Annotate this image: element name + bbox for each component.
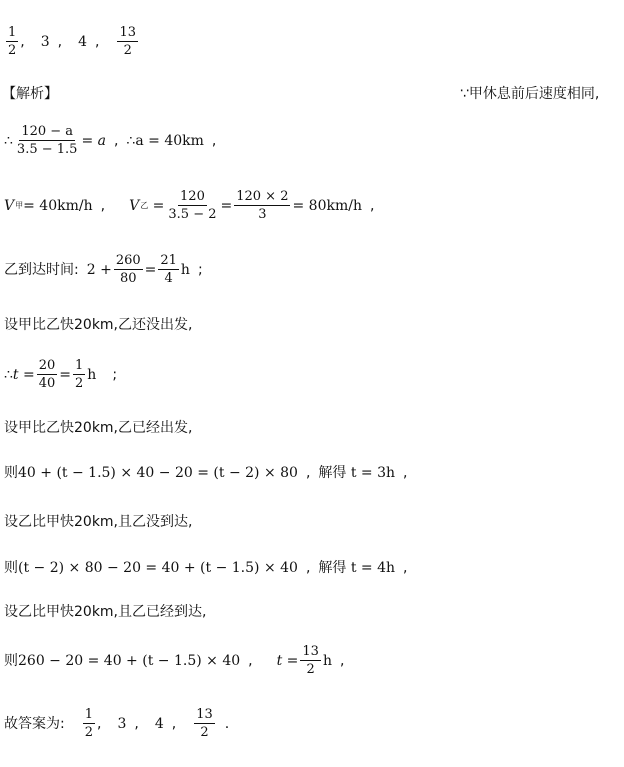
final-answer-3: 4 <box>154 715 164 732</box>
step2-fraction-1: $\frac{120}{3.5 - 2}$ <box>168 189 217 222</box>
analysis-right-note: ∵甲休息前后速度相同, <box>460 86 600 102</box>
step3-line: 乙到达时间: 2 + $\frac{260}{80}$ = $\frac{21}{4}$ h ; <box>4 253 203 286</box>
step3-fraction-2: $\frac{21}{4}$ <box>160 253 177 286</box>
analysis-heading <box>2 87 58 101</box>
case1-fraction-2: $\frac{1}{2}$ <box>75 358 84 391</box>
case1-line: ∴ t = $\frac{20}{40}$ = $\frac{1}{2}$ h ; <box>4 358 118 391</box>
top-answer-line: $\frac{1}{2}$ , 3 , 4 , $\frac{13}{2}$ <box>8 25 137 58</box>
top-answer-2: 3 <box>40 33 50 50</box>
final-answer-frac-1: $\frac{1}{2}$ <box>84 707 93 740</box>
step3-fraction-1: $\frac{260}{80}$ <box>115 253 141 286</box>
step2-line: V 甲 = 40km/h , V 乙 = $\frac{120}{3.5 - 2}$ = $\frac{120 \times 2}{3}$ = 80km/h , <box>4 189 375 222</box>
case4-text: 设乙比甲快20km,且乙已经到达, <box>4 604 207 620</box>
top-answer-3: 4 <box>78 33 88 50</box>
step1-fraction: $\frac{120 - a}{3.5 - 1.5}$ <box>16 124 78 157</box>
case3-text: 设乙比甲快20km,且乙没到达, <box>4 514 193 530</box>
case1-fraction-1: $\frac{20}{40}$ <box>38 358 56 391</box>
case2-text: 设甲比乙快20km,乙已经出发, <box>4 420 193 436</box>
case2-line: 则40 + (t − 1.5) × 40 − 20 = (t − 2) × 80 , 解得 t = 3h , <box>4 465 408 481</box>
case1-text: 设甲比乙快20km,乙还没出发, <box>4 317 193 333</box>
case3-line: 则(t − 2) × 80 − 20 = 40 + (t − 1.5) × 40 , 解得 t = 4h , <box>4 560 408 576</box>
final-answer-line: 故答案为: $\frac{1}{2}$ , 3 , 4 , $\frac{13}{2}$ . <box>4 707 230 740</box>
top-answer-frac-4: $\frac{13}{2}$ <box>119 25 137 58</box>
step2-fraction-2: $\frac{120 \times 2}{3}$ <box>236 189 289 222</box>
analysis-label: 【解析】 <box>2 86 58 102</box>
top-answer-frac-1: $\frac{1}{2}$ <box>8 25 17 58</box>
step1-line: ∴ $\frac{120 - a}{3.5 - 1.5}$ = a , ∴ a = 40km , <box>4 124 217 157</box>
case4-line: 则260 − 20 = 40 + (t − 1.5) × 40 , t = $\frac{13}{2}$ h , <box>4 644 345 677</box>
final-answer-2: 3 <box>117 715 127 732</box>
final-answer-frac-4: $\frac{13}{2}$ <box>196 707 213 740</box>
case4-fraction: $\frac{13}{2}$ <box>302 644 319 677</box>
